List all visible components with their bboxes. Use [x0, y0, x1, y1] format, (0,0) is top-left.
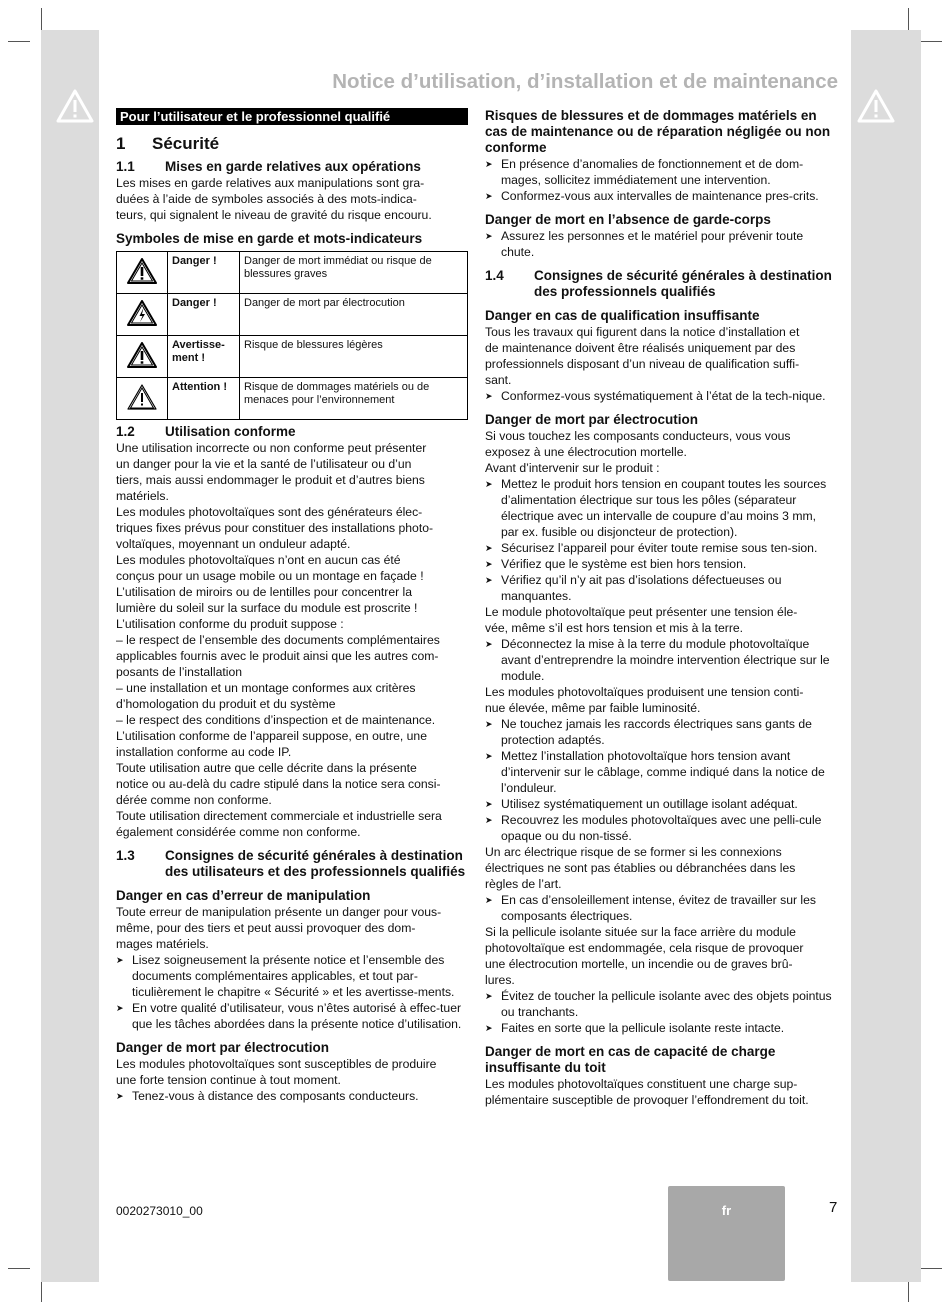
list-item: ➤ Lisez soigneusement la présente notice et l’ensemble des documents complémentaires applicables, et tout par-ticulièrement le chapitre « Sécurité » et les avertisse-ments. [116, 952, 468, 1000]
paragraph: Le module photovoltaïque peut présenter une tension éle- vée, même s’il est hors tension et mis à la terre. [485, 605, 798, 635]
paragraph: Une utilisation incorrecte ou non conforme peut présenter un danger pour la vie et la santé de l’utilisateur ou d’un tiers, mais aussi endommager le produit et d’autres biens matériels. Les modules photovoltaïques sont des générateurs élec- triques fixes prévus pour constituer des installations photo- voltaïques, moyennant un onduleur adapté. Les modules photovoltaïques n’ont en aucun cas été conçus pour un usage mobile ou un montage en façade ! L’utilisation de miroirs ou de lentilles pour concentrer la lumière du soleil sur la surface du module est proscrite ! L’utilisation conforme du produit suppose : – le respect de l’ensemble des documents complémentaires applicables fournis avec le produit ainsi que les autres com- posants de l’installation – une installation et un montage conformes aux critères d’homologation du produit et du système – le respect des conditions d’inspection et de maintenance. L’utilisation conforme de l’appareil suppose, en outre, une installation conforme au code IP. Toute utilisation autre que celle décrite dans la présente notice ou au-delà du cadre stipulé dans la notice sera consi- dérée comme non conforme. Toute utilisation directement commerciale et industrielle sera également considérée comme non conforme. [116, 441, 442, 839]
list-item: ➤ Faites en sorte que la pellicule isolante reste intacte. [485, 1020, 836, 1036]
caution-triangle-outline-icon [126, 383, 158, 411]
list-item: ➤ Assurez les personnes et le matériel pour prévenir toute chute. [485, 228, 836, 260]
paragraph: Les mises en garde relatives aux manipulations sont gra- duées à l’aide de symboles associés à des mots-indica- teurs, qui signalent le niveau de gravité du risque encouru. [116, 176, 432, 222]
warning-triangle-filled-icon [126, 257, 158, 285]
section-1-3-heading: 1.3 Consignes de sécurité générales à destination des utilisateurs et des professionnels qualifiés [116, 848, 466, 879]
electrocution-triangle-icon [126, 299, 158, 327]
document-code: 0020273010_00 [116, 1204, 203, 1218]
table-row [117, 378, 468, 420]
list-item: ➤ Déconnectez la mise à la terre du module photovoltaïque avant d’entreprendre la moindre intervention électrique sur le module. [485, 636, 836, 684]
paragraph: Si la pellicule isolante située sur la face arrière du module photovoltaïque est endommagée, cela risque de provoquer une électrocution mortelle, un incendie ou de graves brû- lures. [485, 925, 804, 987]
crop-mark [920, 41, 942, 42]
page-number: 7 [829, 1199, 838, 1216]
crop-mark [8, 1268, 30, 1269]
list-item: ➤ En présence d’anomalies de fonctionnement et de dom-mages, sollicitez immédiatement une intervention. [485, 156, 836, 188]
list-item: ➤ En votre qualité d’utilisateur, vous n’êtes autorisé à effec-tuer que les tâches abordées dans la présente notice d’utilisation. [116, 1000, 468, 1032]
list-item: ➤ Ne touchez jamais les raccords électriques sans gants de protection adaptés. [485, 716, 836, 748]
table-cell [117, 378, 168, 420]
paragraph: Un arc électrique risque de se former si les connexions électriques ne sont pas établies ou débranchées dans les règles de l’art. [485, 845, 796, 891]
subsection-heading: Danger de mort par électrocution [116, 1040, 330, 1055]
crop-mark [908, 8, 909, 30]
right-margin-band [851, 30, 921, 1282]
language-tab: fr [668, 1186, 785, 1281]
warning-triangle-icon [126, 341, 158, 369]
table-cell: Danger de mort par électrocution [240, 294, 468, 336]
crop-mark [908, 1282, 909, 1302]
table-cell: Risque de blessures légères [240, 336, 468, 378]
left-margin-band [41, 30, 99, 1282]
crop-mark [8, 41, 30, 42]
crop-mark [41, 8, 42, 30]
list-item: ➤ Conformez-vous systématiquement à l’état de la tech-nique. [485, 388, 836, 404]
table-row [117, 294, 468, 336]
list-item: ➤ Conformez-vous aux intervalles de maintenance pres-crits. [485, 188, 836, 204]
list-item: ➤ Mettez le produit hors tension en coupant toutes les sources d’alimentation électrique sur tous les pôles (séparateur électrique avec un intervalle de coupure d’au moins 3 mm, par ex. fusible ou disjoncteur de protection). [485, 476, 836, 540]
subsection-heading: Danger en cas de qualification insuffisante [485, 308, 760, 323]
page-header-title: Notice d’utilisation, d’installation et de maintenance [332, 70, 838, 93]
table-cell: Danger de mort immédiat ou risque de blessures graves [240, 252, 468, 294]
section-1-2-heading: 1.2 Utilisation conforme [116, 424, 296, 439]
warning-symbols-table [116, 251, 468, 420]
table-cell: Risque de dommages matériels ou de menaces pour l’environnement [240, 378, 468, 420]
left-column [116, 108, 468, 1104]
subsection-heading: Danger de mort en l’absence de garde-corps [485, 212, 771, 227]
table-row [117, 336, 468, 378]
subsection-heading: Danger de mort par électrocution [485, 412, 699, 427]
crop-mark [41, 1282, 42, 1302]
table-cell [117, 336, 168, 378]
table-cell [117, 294, 168, 336]
list-item: ➤ Mettez l’installation photovoltaïque hors tension avant d’intervenir sur le câblage, comme indiqué dans la notice de l’onduleur. [485, 748, 836, 796]
list-item: ➤ Sécurisez l’appareil pour éviter toute remise sous ten-sion. [485, 540, 836, 556]
paragraph: Les modules photovoltaïques sont susceptibles de produire une forte tension continue à tout moment. [116, 1057, 437, 1087]
list-item: ➤ Recouvrez les modules photovoltaïques avec une pelli-cule opaque ou du non-tissé. [485, 812, 836, 844]
subsection-heading: Danger en cas d’erreur de manipulation [116, 888, 371, 903]
table-cell: Avertisse-ment ! [168, 336, 240, 378]
warning-triangle-outline-icon [55, 88, 95, 124]
paragraph: Si vous touchez les composants conducteurs, vous vous exposez à une électrocution mortelle. Avant d’intervenir sur le produit : [485, 429, 791, 475]
table-cell: Danger ! [168, 294, 240, 336]
list-item: ➤ Vérifiez que le système est bien hors tension. [485, 556, 836, 572]
paragraph: Les modules photovoltaïques constituent une charge sup- plémentaire susceptible de provoquer l’effondrement du toit. [485, 1077, 809, 1107]
section-1-4-heading: 1.4 Consignes de sécurité générales à destination des professionnels qualifiés [485, 268, 832, 299]
subsection-heading: Danger de mort en cas de capacité de charge insuffisante du toit [485, 1044, 776, 1075]
warning-triangle-outline-icon [856, 88, 896, 124]
list-item: ➤ Vérifiez qu’il n’y ait pas d’isolations défectueuses ou manquantes. [485, 572, 836, 604]
audience-banner: Pour l’utilisateur et le professionnel qualifié [116, 108, 468, 125]
paragraph: Toute erreur de manipulation présente un danger pour vous- même, pour des tiers et peut aussi provoquer des dom- mages matériels. [116, 905, 442, 951]
paragraph: Les modules photovoltaïques produisent une tension conti- nue élevée, même par faible luminosité. [485, 685, 804, 715]
list-item: ➤ Utilisez systématiquement un outillage isolant adéquat. [485, 796, 836, 812]
paragraph: Tous les travaux qui figurent dans la notice d’installation et de maintenance doivent être réalisés uniquement par des professionnels disposant d’un niveau de qualification suffi- sant. [485, 325, 800, 387]
list-item: ➤ Tenez-vous à distance des composants conducteurs. [116, 1088, 468, 1104]
list-item: ➤ Évitez de toucher la pellicule isolante avec des objets pointus ou tranchants. [485, 988, 836, 1020]
table-cell [117, 252, 168, 294]
table-row [117, 252, 468, 294]
subsection-heading: Risques de blessures et de dommages matériels en cas de maintenance ou de réparation négligée ou non conforme [485, 108, 831, 155]
section-1-1-heading: 1.1 Mises en garde relatives aux opérations [116, 159, 421, 174]
right-column [485, 108, 836, 1108]
symbols-heading: Symboles de mise en garde et mots-indicateurs [116, 231, 423, 246]
section-1-heading: 1 Sécurité [116, 134, 220, 153]
table-cell: Danger ! [168, 252, 240, 294]
crop-mark [920, 1268, 942, 1269]
table-cell: Attention ! [168, 378, 240, 420]
list-item: ➤ En cas d’ensoleillement intense, évitez de travailler sur les composants électriques. [485, 892, 836, 924]
